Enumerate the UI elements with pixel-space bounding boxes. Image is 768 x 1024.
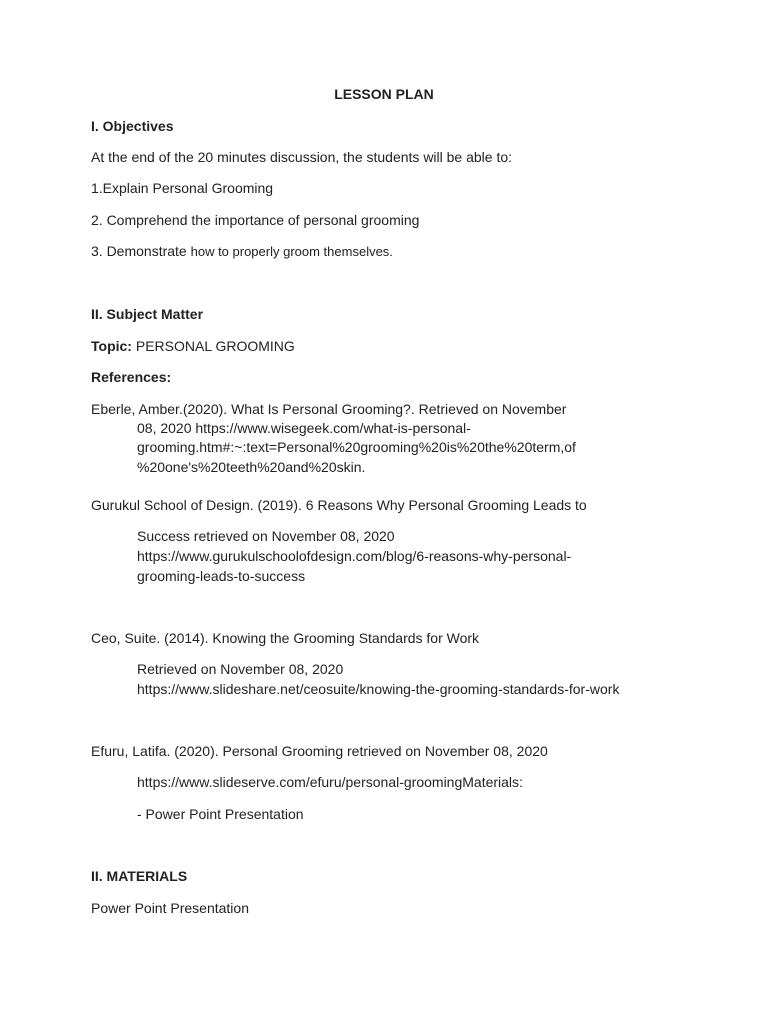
materials-item: Power Point Presentation [91,900,249,916]
reference-1-first-line: Eberle, Amber.(2020). What Is Personal Grooming?. Retrieved on November [91,401,567,417]
reference-4-first-line: Efuru, Latifa. (2020). Personal Grooming retrieved on November 08, 2020 [91,743,548,759]
materials-heading: II. MATERIALS [91,868,188,884]
reference-4-line-3: - Power Point Presentation [137,806,304,822]
topic-line [91,336,295,356]
objective-item-3-rest: how to properly groom themselves. [190,244,393,259]
references-label: References: [91,369,172,385]
objective-item-3 [91,241,393,262]
reference-1-line-3: grooming.htm#:~:text=Personal%20grooming%20is%20the%20term,of [137,439,576,455]
document-title: LESSON PLAN [334,86,434,102]
reference-1-line-2: 08, 2020 https://www.wisegeek.com/what-is-personal- [137,420,471,436]
reference-2-first-line: Gurukul School of Design. (2019). 6 Reasons Why Personal Grooming Leads to [91,497,587,513]
reference-3-line-2: Retrieved on November 08, 2020 [137,661,344,677]
reference-2-line-3: https://www.gurukulschoolofdesign.com/blog/6-reasons-why-personal- [137,548,572,564]
reference-3-line-3: https://www.slideshare.net/ceosuite/knowing-the-grooming-standards-for-work [137,681,620,697]
reference-2-line-4: grooming-leads-to-success [137,568,306,584]
subject-matter-heading: II. Subject Matter [91,306,204,322]
objectives-intro: At the end of the 20 minutes discussion, the students will be able to: [91,149,513,165]
reference-2-line-2: Success retrieved on November 08, 2020 [137,528,395,544]
objective-item-3-prefix: 3. Demonstrate [91,243,191,259]
reference-1-line-4: %20one's%20teeth%20and%20skin. [137,459,366,475]
topic-value: PERSONAL GROOMING [131,338,295,354]
objective-item-1: 1.Explain Personal Grooming [91,180,274,196]
objective-item-2: 2. Comprehend the importance of personal grooming [91,212,420,228]
topic-label: Topic: [91,338,132,354]
objectives-heading: I. Objectives [91,118,174,134]
reference-3-first-line: Ceo, Suite. (2014). Knowing the Grooming Standards for Work [91,630,480,646]
reference-4-line-2: https://www.slideserve.com/efuru/personal-groomingMaterials: [137,774,523,790]
